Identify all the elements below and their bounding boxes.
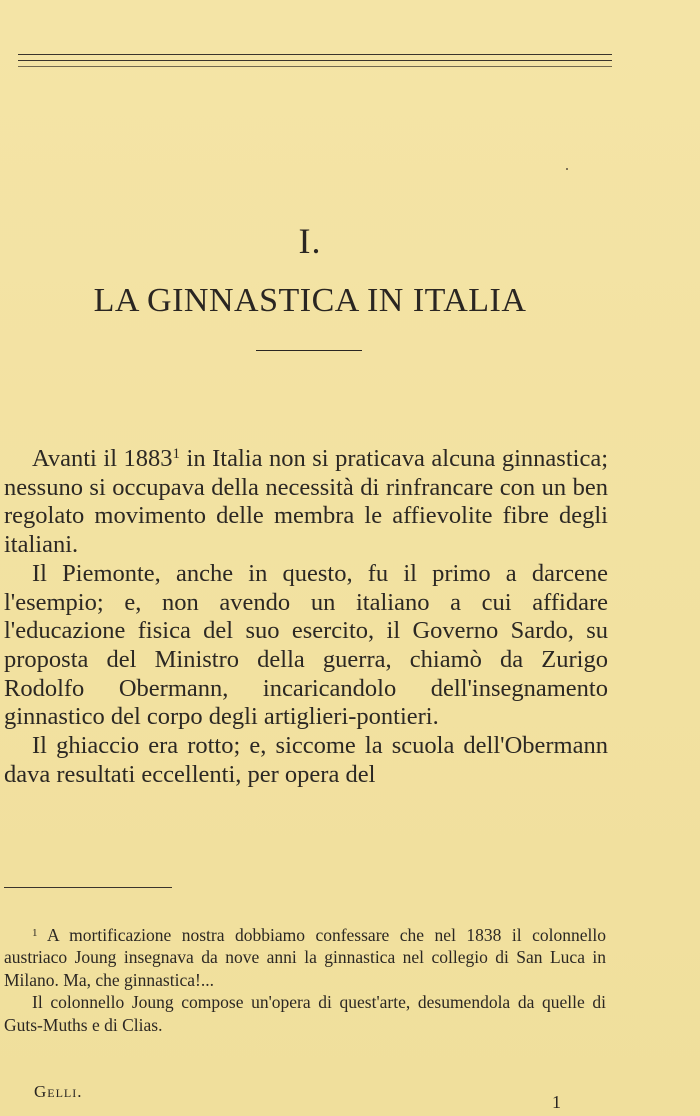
footnote-text: A mortificazione nostra dobbiamo confessare che nel 1838 il colonnello austriaco Joung insegnava da nove anni la ginnastica nel collegio di San Luca in Milano. Ma, che ginnastica!... (4, 925, 606, 990)
header-rule (18, 60, 612, 61)
footnote: Il colonnello Joung compose un'opera di quest'arte, desumendola da quelle di Guts-Muths e di Clias. (4, 992, 606, 1035)
header-rule (18, 66, 612, 67)
paper-speck (566, 168, 568, 170)
footnote (4, 924, 606, 991)
footnote-rule (4, 887, 172, 888)
footnotes (4, 924, 606, 1036)
title-divider (256, 350, 362, 351)
paragraph-text: in Italia non si praticava alcuna ginnastica; nessuno si occupava della necessità di rinfrancare con un ben regolato movimento delle membra le affievolite fibre degli italiani. (4, 445, 608, 559)
page-number: 1 (552, 1092, 561, 1112)
paragraph: Il Piemonte, anche in questo, fu il primo a darcene l'esempio; e, non avendo un italiano a cui affidare l'educazione fisica del suo esercito, il Governo Sardo, su proposta del Ministro della guerra, chiamò da Zurigo Rodolfo Obermann, incaricandolo dell'insegnamento ginnastico del corpo degli artiglieri-pontieri. (4, 559, 608, 731)
body-text (4, 445, 608, 789)
signature-mark: Gelli. (34, 1082, 83, 1101)
chapter-number: I. (298, 221, 322, 261)
paragraph (4, 445, 608, 560)
footnote-mark: 1 (32, 927, 38, 939)
footnote-ref: 1 (172, 446, 181, 462)
paragraph-text: Avanti il 1883 (32, 445, 173, 472)
chapter-title: LA GINNASTICA IN ITALIA (93, 282, 527, 319)
header-rule (18, 54, 612, 55)
paragraph: Il ghiaccio era rotto; e, siccome la scuola dell'Obermann dava resultati eccellenti, per opera del (4, 732, 608, 788)
